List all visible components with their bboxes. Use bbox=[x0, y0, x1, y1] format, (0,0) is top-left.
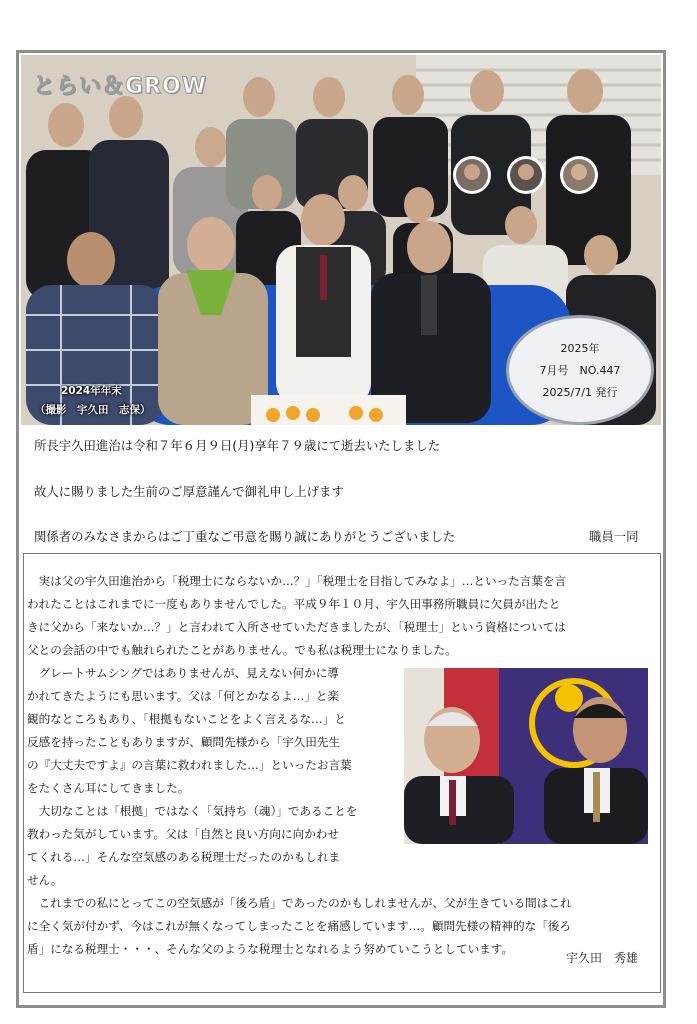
inset-photo bbox=[404, 668, 648, 844]
letter-line: きに父から「来ないか…？」と言われて入所させていただきましたが、「税理士」という資格については bbox=[27, 620, 566, 634]
letter-line: 反感を持ったこともありますが、顧問先様から「宇久田先生 bbox=[27, 735, 341, 749]
letter-line: 盾」になる税理士・・・、そんな父のような税理士となれるよう努めていこうとしています。 bbox=[27, 942, 514, 956]
letter-line: の『大丈夫ですよ』の言葉に救われました…」といったお言葉 bbox=[27, 758, 352, 772]
letter-line: 大切なことは「根拠」ではなく「気持ち（魂）」であることを bbox=[27, 804, 358, 818]
letter-line: 教わった気がしています。父は「自然と良い方向に向かわせ bbox=[27, 827, 339, 841]
letter-line: かれてきたようにも思います。父は「何とかなるよ…」と楽 bbox=[27, 689, 340, 703]
issue-published: 2025/7/1 発行 bbox=[542, 386, 618, 399]
notice-line-1: 所長宇久田進治は令和７年６月９日(月)享年７９歳にて逝去いたしました bbox=[34, 438, 441, 453]
issue-number: 7月号 NO.447 bbox=[539, 364, 621, 377]
letter-line: てくれる…」そんな空気感のある税理士だったのかもしれま bbox=[27, 850, 341, 864]
letter-line: われたことはこれまでに一度もありませんでした。平成９年１０月、宇久田事務所職員に欠員が出たと bbox=[27, 597, 561, 611]
letter-line: 観的なところもあり、「根拠もないことをよく言えるな…」と bbox=[27, 712, 346, 726]
letter-line: 父との会話の中でも触れられたことがありません。でも私は税理士になりました。 bbox=[27, 643, 457, 657]
letter-line: これまでの私にとってこの空気感が「後ろ盾」であったのかもしれませんが、父が生きている間はこれ bbox=[27, 896, 572, 910]
notice-line-2: 故人に賜りました生前のご厚意謹んで御礼申し上げます bbox=[34, 484, 344, 499]
letter-signature: 宇久田 秀雄 bbox=[566, 951, 639, 965]
letter-line: 実は父の宇久田進治から「税理士にならないか…？」「税理士を目指してみなよ」…といった言葉を言 bbox=[27, 574, 567, 588]
group-photo bbox=[21, 55, 661, 425]
letter-line: グレートサムシングではありませんが、見えない何かに導 bbox=[27, 666, 339, 680]
inset-photo-illustration bbox=[404, 668, 648, 844]
notice-line-3: 関係者のみなさまからはご丁重なご弔意を賜り誠にありがとうございました bbox=[34, 529, 456, 544]
notice-signature: 職員一同 bbox=[589, 529, 639, 544]
letter-line: せん。 bbox=[27, 873, 63, 887]
brand-logo: とらい＆GROW bbox=[33, 74, 207, 99]
issue-badge bbox=[506, 315, 654, 425]
issue-year: 2025年 bbox=[560, 342, 600, 355]
letter-line: をたくさん耳にしてきました。 bbox=[27, 781, 190, 795]
photo-caption-credit: （撮影 宇久田 志保） bbox=[35, 404, 151, 416]
letter-line: に全く気が付かず、今はこれが無くなってしまったことを痛感しています…。顧問先様の精神的な「後ろ bbox=[27, 919, 571, 933]
photo-caption-year: 2024年年末 bbox=[61, 385, 122, 397]
